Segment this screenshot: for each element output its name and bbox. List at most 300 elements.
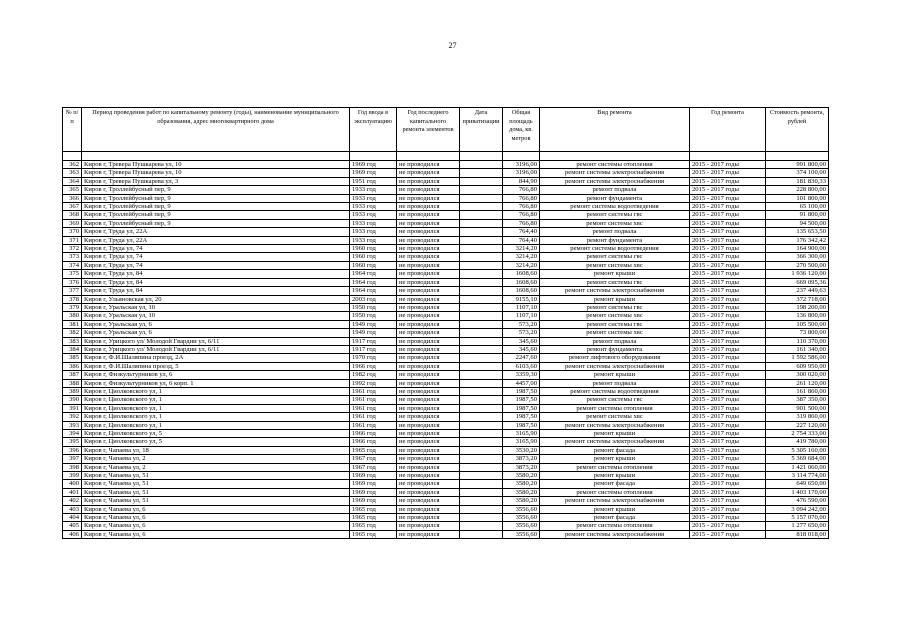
row-address: Киров г, Троллейбусный пер, 9 [82, 203, 350, 211]
row-repair-type: ремонт крыши [540, 455, 690, 463]
row-area: 764,40 [503, 228, 540, 236]
row-year-commissioned: 1967 год [350, 455, 397, 463]
table-row [63, 455, 829, 463]
row-year-commissioned: 1960 год [350, 261, 397, 269]
row-repair-year: 2015 - 2017 годы [690, 270, 766, 278]
row-repair-year: 2015 - 2017 годы [690, 404, 766, 412]
row-privatization-date [460, 522, 503, 530]
row-last-repair: не проводился [397, 463, 460, 471]
table-row [63, 404, 829, 412]
row-year-commissioned: 1950 год [350, 312, 397, 320]
row-repair-type: ремонт фасада [540, 514, 690, 522]
row-address: Киров г, Уральская ул, 6 [82, 320, 350, 328]
row-year-commissioned: 1965 год [350, 522, 397, 530]
row-repair-type: ремонт фасада [540, 446, 690, 454]
row-number: 403 [63, 505, 82, 513]
row-area: 1987,50 [503, 396, 540, 404]
row-last-repair: не проводился [397, 362, 460, 370]
row-repair-type: ремонт системы хвс [540, 312, 690, 320]
row-cost: 176 342,42 [766, 236, 829, 244]
row-repair-type: ремонт системы хвс [540, 261, 690, 269]
row-last-repair: не проводился [397, 421, 460, 429]
row-repair-year: 2015 - 2017 годы [690, 455, 766, 463]
table-row [63, 362, 829, 370]
row-last-repair: не проводился [397, 413, 460, 421]
row-privatization-date [460, 211, 503, 219]
table-row [63, 169, 829, 177]
row-repair-year: 2015 - 2017 годы [690, 329, 766, 337]
table-row [63, 505, 829, 513]
row-cost: 649 650,00 [766, 480, 829, 488]
table-row [63, 421, 829, 429]
row-cost: 91 800,00 [766, 211, 829, 219]
row-number: 362 [63, 161, 82, 169]
row-cost: 164 900,00 [766, 245, 829, 253]
row-number: 389 [63, 387, 82, 395]
row-last-repair: не проводился [397, 295, 460, 303]
row-area: 3873,20 [503, 463, 540, 471]
row-address: Киров г, Чапаева ул, 6 [82, 514, 350, 522]
row-number: 366 [63, 194, 82, 202]
row-number: 363 [63, 169, 82, 177]
row-privatization-date [460, 169, 503, 177]
row-address: Киров г, Чапаева ул, 6 [82, 522, 350, 530]
row-privatization-date [460, 413, 503, 421]
header-repair-type: Вид ремонта [540, 108, 690, 152]
row-year-commissioned: 1967 год [350, 463, 397, 471]
header-area: Общая площадь дома, кв. метров [503, 108, 540, 152]
row-repair-type: ремонт системы гвс [540, 396, 690, 404]
row-number: 370 [63, 228, 82, 236]
row-number: 371 [63, 236, 82, 244]
row-repair-type: ремонт системы электроснабжения [540, 497, 690, 505]
row-area: 1107,10 [503, 303, 540, 311]
row-repair-year: 2015 - 2017 годы [690, 303, 766, 311]
table-row [63, 203, 829, 211]
row-address: Киров г, Ульяновская ул, 20 [82, 295, 350, 303]
row-repair-year: 2015 - 2017 годы [690, 278, 766, 286]
row-repair-year: 2015 - 2017 годы [690, 186, 766, 194]
row-privatization-date [460, 480, 503, 488]
row-cost: 227 120,00 [766, 421, 829, 429]
row-area: 766,80 [503, 203, 540, 211]
row-repair-year: 2015 - 2017 годы [690, 194, 766, 202]
row-privatization-date [460, 329, 503, 337]
row-repair-type: ремонт фундамента [540, 236, 690, 244]
table-row [63, 463, 829, 471]
row-number: 399 [63, 472, 82, 480]
row-address: Киров г, Чапаева ул, 51 [82, 480, 350, 488]
row-repair-type: ремонт крыши [540, 295, 690, 303]
row-address: Киров г, Циолковского ул, 1 [82, 387, 350, 395]
row-address: Киров г, Тревера Пушкарева ул, 10 [82, 161, 350, 169]
row-year-commissioned: 1961 год [350, 404, 397, 412]
row-last-repair: не проводился [397, 211, 460, 219]
row-number: 393 [63, 421, 82, 429]
table-row [63, 354, 829, 362]
row-repair-year: 2015 - 2017 годы [690, 169, 766, 177]
row-area: 766,80 [503, 219, 540, 227]
header-cost: Стоимость ремонта, рублей [766, 108, 829, 152]
row-cost: 1 421 060,00 [766, 463, 829, 471]
row-year-commissioned: 2003 год [350, 295, 397, 303]
row-number: 369 [63, 219, 82, 227]
row-last-repair: не проводился [397, 345, 460, 353]
row-cost: 270 500,00 [766, 261, 829, 269]
table-row [63, 287, 829, 295]
row-cost: 374 100,00 [766, 169, 829, 177]
table-row [63, 236, 829, 244]
row-repair-year: 2015 - 2017 годы [690, 514, 766, 522]
row-privatization-date [460, 312, 503, 320]
row-area: 1608,60 [503, 287, 540, 295]
row-repair-type: ремонт системы водоотведения [540, 203, 690, 211]
row-year-commissioned: 1917 год [350, 337, 397, 345]
row-address: Киров г, Троллейбусный пер, 9 [82, 211, 350, 219]
row-year-commissioned: 1965 год [350, 446, 397, 454]
row-repair-type: ремонт фундамента [540, 345, 690, 353]
row-repair-year: 2015 - 2017 годы [690, 320, 766, 328]
row-area: 1987,50 [503, 421, 540, 429]
row-cost: 901 500,00 [766, 404, 829, 412]
row-number: 396 [63, 446, 82, 454]
row-repair-year: 2015 - 2017 годы [690, 430, 766, 438]
row-number: 372 [63, 245, 82, 253]
table-body [63, 152, 829, 539]
row-area: 3580,20 [503, 497, 540, 505]
row-cost: 228 800,00 [766, 186, 829, 194]
table-row [63, 194, 829, 202]
header-address: Период проведения работ по капитальному ремонту (годы), наименование муниципального образования, адрес многоквартирного дома [82, 108, 350, 152]
row-year-commissioned: 1960 год [350, 253, 397, 261]
row-address: Киров г, Труда ул, 84 [82, 287, 350, 295]
row-repair-type: ремонт крыши [540, 505, 690, 513]
row-repair-type: ремонт системы водоотведения [540, 387, 690, 395]
row-year-commissioned: 1965 год [350, 505, 397, 513]
row-area: 3580,20 [503, 480, 540, 488]
row-area: 3556,60 [503, 514, 540, 522]
row-repair-type: ремонт подвала [540, 228, 690, 236]
table-row [63, 387, 829, 395]
row-repair-year: 2015 - 2017 годы [690, 295, 766, 303]
row-repair-year: 2015 - 2017 годы [690, 362, 766, 370]
row-repair-type: ремонт крыши [540, 371, 690, 379]
row-area: 6103,60 [503, 362, 540, 370]
row-number: 374 [63, 261, 82, 269]
row-last-repair: не проводился [397, 219, 460, 227]
row-last-repair: не проводился [397, 455, 460, 463]
row-cost: 136 800,00 [766, 312, 829, 320]
row-year-commissioned: 1969 год [350, 480, 397, 488]
row-address: Киров г, Физкультурников ул, 6 корп. 1 [82, 379, 350, 387]
row-cost: 419 780,00 [766, 438, 829, 446]
table-header-row [63, 108, 829, 152]
row-repair-year: 2015 - 2017 годы [690, 413, 766, 421]
row-last-repair: не проводился [397, 446, 460, 454]
row-privatization-date [460, 387, 503, 395]
row-year-commissioned: 1964 год [350, 270, 397, 278]
row-cost: 261 120,00 [766, 379, 829, 387]
row-last-repair: не проводился [397, 371, 460, 379]
row-repair-year: 2015 - 2017 годы [690, 387, 766, 395]
row-privatization-date [460, 446, 503, 454]
row-area: 2247,60 [503, 354, 540, 362]
table-row [63, 522, 829, 530]
row-repair-type: ремонт фундамента [540, 194, 690, 202]
row-repair-type: ремонт крыши [540, 430, 690, 438]
row-cost: 366 300,00 [766, 253, 829, 261]
row-address: Киров г, Чапаева ул, 6 [82, 530, 350, 538]
row-address: Киров г, Физкультурников ул, 6 [82, 371, 350, 379]
row-privatization-date [460, 177, 503, 185]
row-privatization-date [460, 514, 503, 522]
row-last-repair: не проводился [397, 169, 460, 177]
row-number: 387 [63, 371, 82, 379]
row-year-commissioned: 1917 год [350, 345, 397, 353]
table-row [63, 488, 829, 496]
row-number: 400 [63, 480, 82, 488]
row-repair-year: 2015 - 2017 годы [690, 203, 766, 211]
row-address: Киров г, Циолковского ул, 1 [82, 404, 350, 412]
row-year-commissioned: 1949 год [350, 329, 397, 337]
row-number: 384 [63, 345, 82, 353]
table-row [63, 430, 829, 438]
row-area: 3556,60 [503, 522, 540, 530]
row-privatization-date [460, 421, 503, 429]
row-privatization-date [460, 219, 503, 227]
row-repair-year: 2015 - 2017 годы [690, 438, 766, 446]
row-last-repair: не проводился [397, 522, 460, 530]
row-privatization-date [460, 303, 503, 311]
row-cost: 198 200,00 [766, 303, 829, 311]
table-row [63, 530, 829, 538]
row-privatization-date [460, 455, 503, 463]
row-number: 375 [63, 270, 82, 278]
row-repair-type: ремонт системы отопления [540, 463, 690, 471]
row-cost: 101 800,00 [766, 194, 829, 202]
row-last-repair: не проводился [397, 488, 460, 496]
row-repair-type: ремонт системы отопления [540, 522, 690, 530]
row-address: Киров г, Тревера Пушкарева ул, 10 [82, 169, 350, 177]
row-repair-type: ремонт системы хвс [540, 329, 690, 337]
row-repair-year: 2015 - 2017 годы [690, 497, 766, 505]
row-area: 1987,50 [503, 387, 540, 395]
row-number: 402 [63, 497, 82, 505]
row-last-repair: не проводился [397, 430, 460, 438]
row-year-commissioned: 1969 год [350, 488, 397, 496]
row-last-repair: не проводился [397, 253, 460, 261]
row-area: 3214,20 [503, 261, 540, 269]
row-last-repair: не проводился [397, 497, 460, 505]
row-cost: 1 592 586,00 [766, 354, 829, 362]
table-row [63, 396, 829, 404]
row-number: 378 [63, 295, 82, 303]
row-number: 382 [63, 329, 82, 337]
row-repair-type: ремонт системы водоотведения [540, 245, 690, 253]
row-address: Киров г, Труда ул, 74 [82, 253, 350, 261]
table-row [63, 161, 829, 169]
row-number: 373 [63, 253, 82, 261]
row-last-repair: не проводился [397, 194, 460, 202]
row-last-repair: не проводился [397, 404, 460, 412]
row-cost: 2 754 333,00 [766, 430, 829, 438]
row-repair-type: ремонт системы электроснабжения [540, 530, 690, 538]
row-repair-year: 2015 - 2017 годы [690, 488, 766, 496]
row-area: 766,80 [503, 194, 540, 202]
row-last-repair: не проводился [397, 245, 460, 253]
row-last-repair: не проводился [397, 203, 460, 211]
row-year-commissioned: 1982 год [350, 371, 397, 379]
row-cost: 300 020,00 [766, 371, 829, 379]
header-year-commissioned: Год ввода в эксплуатацию [350, 108, 397, 152]
row-last-repair: не проводился [397, 303, 460, 311]
row-area: 844,90 [503, 177, 540, 185]
row-repair-year: 2015 - 2017 годы [690, 354, 766, 362]
row-repair-year: 2015 - 2017 годы [690, 371, 766, 379]
row-last-repair: не проводился [397, 387, 460, 395]
table-row [63, 446, 829, 454]
row-privatization-date [460, 488, 503, 496]
table-row [63, 329, 829, 337]
row-cost: 161 340,00 [766, 345, 829, 353]
row-privatization-date [460, 186, 503, 194]
row-cost: 5 369 684,00 [766, 455, 829, 463]
table-row [63, 413, 829, 421]
row-year-commissioned: 1966 год [350, 362, 397, 370]
row-privatization-date [460, 472, 503, 480]
table-row [63, 497, 829, 505]
row-last-repair: не проводился [397, 186, 460, 194]
row-cost: 105 500,00 [766, 320, 829, 328]
row-privatization-date [460, 497, 503, 505]
row-area: 345,60 [503, 337, 540, 345]
table-row [63, 371, 829, 379]
row-privatization-date [460, 245, 503, 253]
row-number: 386 [63, 362, 82, 370]
row-cost: 94 500,00 [766, 219, 829, 227]
row-area: 573,20 [503, 329, 540, 337]
table-row [63, 514, 829, 522]
row-area: 345,60 [503, 345, 540, 353]
row-number: 367 [63, 203, 82, 211]
row-number: 379 [63, 303, 82, 311]
row-privatization-date [460, 278, 503, 286]
row-address: Киров г, Чапаева ул, 51 [82, 472, 350, 480]
row-area: 4457,00 [503, 379, 540, 387]
row-year-commissioned: 1933 год [350, 219, 397, 227]
row-repair-type: ремонт системы электроснабжения [540, 421, 690, 429]
row-address: Киров г, Циолковского ул, 5 [82, 438, 350, 446]
row-repair-type: ремонт системы отопления [540, 161, 690, 169]
row-last-repair: не проводился [397, 320, 460, 328]
row-number: 364 [63, 177, 82, 185]
row-repair-type: ремонт системы гвс [540, 253, 690, 261]
row-year-commissioned: 1933 год [350, 211, 397, 219]
row-last-repair: не проводился [397, 329, 460, 337]
table-row [63, 379, 829, 387]
row-address: Киров г, Циолковского ул, 1 [82, 413, 350, 421]
row-repair-year: 2015 - 2017 годы [690, 219, 766, 227]
row-area: 3214,20 [503, 245, 540, 253]
row-repair-type: ремонт системы отопления [540, 488, 690, 496]
row-repair-type: ремонт системы электроснабжения [540, 287, 690, 295]
row-last-repair: не проводился [397, 396, 460, 404]
row-cost: 372 718,00 [766, 295, 829, 303]
page-number: 27 [448, 41, 457, 50]
row-address: Киров г, Труда ул, 22А [82, 228, 350, 236]
row-repair-year: 2015 - 2017 годы [690, 337, 766, 345]
row-last-repair: не проводился [397, 261, 460, 269]
row-year-commissioned: 1969 год [350, 169, 397, 177]
row-area: 3580,20 [503, 472, 540, 480]
row-repair-year: 2015 - 2017 годы [690, 505, 766, 513]
row-privatization-date [460, 396, 503, 404]
row-privatization-date [460, 287, 503, 295]
row-repair-year: 2015 - 2017 годы [690, 446, 766, 454]
row-privatization-date [460, 371, 503, 379]
row-privatization-date [460, 463, 503, 471]
row-privatization-date [460, 354, 503, 362]
row-address: Киров г, Тревера Пушкарева ул, 3 [82, 177, 350, 185]
row-year-commissioned: 1961 год [350, 387, 397, 395]
row-number: 395 [63, 438, 82, 446]
row-area: 1608,60 [503, 278, 540, 286]
row-year-commissioned: 1965 год [350, 514, 397, 522]
row-number: 398 [63, 463, 82, 471]
row-cost: 319 860,00 [766, 413, 829, 421]
row-repair-type: ремонт системы электроснабжения [540, 438, 690, 446]
row-year-commissioned: 1950 год [350, 303, 397, 311]
row-area: 3165,90 [503, 438, 540, 446]
row-year-commissioned: 1970 год [350, 354, 397, 362]
row-cost: 5 157 070,00 [766, 514, 829, 522]
row-last-repair: не проводился [397, 379, 460, 387]
row-cost: 609 950,00 [766, 362, 829, 370]
row-area: 3359,30 [503, 371, 540, 379]
row-year-commissioned: 1949 год [350, 320, 397, 328]
row-last-repair: не проводился [397, 236, 460, 244]
row-last-repair: не проводился [397, 530, 460, 538]
row-repair-year: 2015 - 2017 годы [690, 463, 766, 471]
row-repair-type: ремонт системы гвс [540, 303, 690, 311]
table-row [63, 177, 829, 185]
row-repair-type: ремонт лифтового оборудования [540, 354, 690, 362]
row-privatization-date [460, 530, 503, 538]
row-last-repair: не проводился [397, 337, 460, 345]
table-row [63, 320, 829, 328]
row-year-commissioned: 1992 год [350, 379, 397, 387]
row-cost: 1 936 120,00 [766, 270, 829, 278]
row-address: Киров г, Циолковского ул, 5 [82, 430, 350, 438]
row-address: Киров г, Чапаева ул, 18 [82, 446, 350, 454]
row-area: 766,80 [503, 211, 540, 219]
row-repair-type: ремонт системы хвс [540, 219, 690, 227]
row-repair-year: 2015 - 2017 годы [690, 211, 766, 219]
row-privatization-date [460, 161, 503, 169]
row-address: Киров г, Чапаева ул, 6 [82, 505, 350, 513]
row-address: Киров г, Ф.И.Шаляпина проезд, 2А [82, 354, 350, 362]
header-last-repair: Год последнего капитального ремонта элементов [397, 108, 460, 152]
row-area: 9155,10 [503, 295, 540, 303]
table-row [63, 438, 829, 446]
row-cost: 110 370,00 [766, 337, 829, 345]
row-address: Киров г, Ф.И.Шаляпина проезд, 5 [82, 362, 350, 370]
row-address: Киров г, Циолковского ул, 1 [82, 421, 350, 429]
row-privatization-date [460, 404, 503, 412]
row-year-commissioned: 1966 год [350, 438, 397, 446]
row-address: Киров г, Чапаева ул, 2 [82, 463, 350, 471]
table-row [63, 228, 829, 236]
